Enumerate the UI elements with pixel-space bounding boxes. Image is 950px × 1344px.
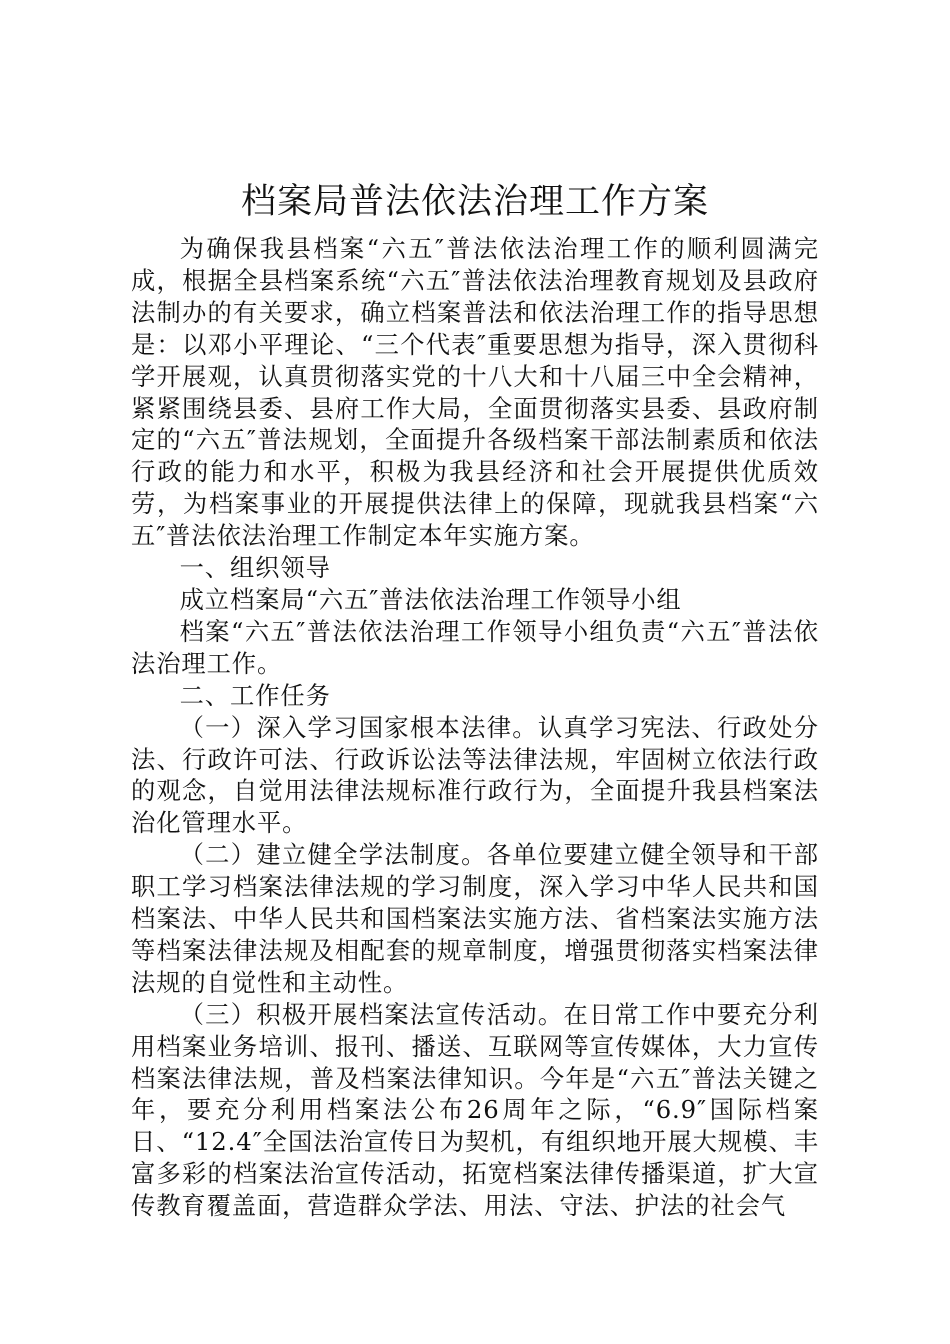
- heading-organization: 一、组织领导: [179, 553, 331, 583]
- paragraph-group-duty: 档案“六五″普法依法治理工作领导小组负责“六五″普法依法治理工作。: [131, 616, 819, 678]
- document-title: 档案局普法依法治理工作方案: [240, 182, 709, 222]
- paragraph-task-1: （一）深入学习国家根本法律。认真学习宪法、行政处分法、行政许可法、行政诉讼法等法律法规，牢固树立依法行政的观念，自觉用法律法规标准行政行为，全面提升我县档案法治化管理水平。: [131, 712, 819, 838]
- document-body: [131, 233, 819, 1222]
- paragraph-task-3: （三）积极开展档案法宣传活动。在日常工作中要充分利用档案业务培训、报刊、播送、互联网等宣传媒体，大力宣传档案法律法规，普及档案法律知识。今年是“六五″普法关键之年，要充分利用档案法公布26周年之际，“6.9″国际档案日、“12.4″全国法治宣传日为契机，有组织地开展大规模、丰富多彩的档案法治宣传活动，拓宽档案法律传播渠道，扩大宣传教育覆盖面，营造群众学法、用法、守法、护法的社会气: [131, 999, 819, 1221]
- paragraph-task-2: （二）建立健全学法制度。各单位要建立健全领导和干部职工学习档案法律法规的学习制度，深入学习中华人民共和国档案法、中华人民共和国档案法实施方法、省档案法实施方法等档案法律法规及相配套的规章制度，增强贯彻落实档案法律法规的自觉性和主动性。: [131, 840, 819, 997]
- paragraph-intro: 为确保我县档案“六五″普法依法治理工作的顺利圆满完成，根据全县档案系统“六五″普法依法治理教育规划及县政府法制办的有关要求，确立档案普法和依法治理工作的指导思想是：以邓小平理论、“三个代表″重要思想为指导，深入贯彻科学开展观，认真贯彻落实党的十八大和十八届三中全会精神，紧紧围绕县委、县府工作大局，全面贯彻落实县委、县政府制定的“六五″普法规划，全面提升各级档案干部法制素质和依法行政的能力和水平，积极为我县经济和社会开展提供优质效劳，为档案事业的开展提供法律上的保障，现就我县档案“六五″普法依法治理工作制定本年实施方案。: [131, 234, 819, 551]
- heading-tasks: 二、工作任务: [179, 680, 331, 710]
- paragraph-leading-group: 成立档案局“六五″普法依法治理工作领导小组: [179, 584, 682, 614]
